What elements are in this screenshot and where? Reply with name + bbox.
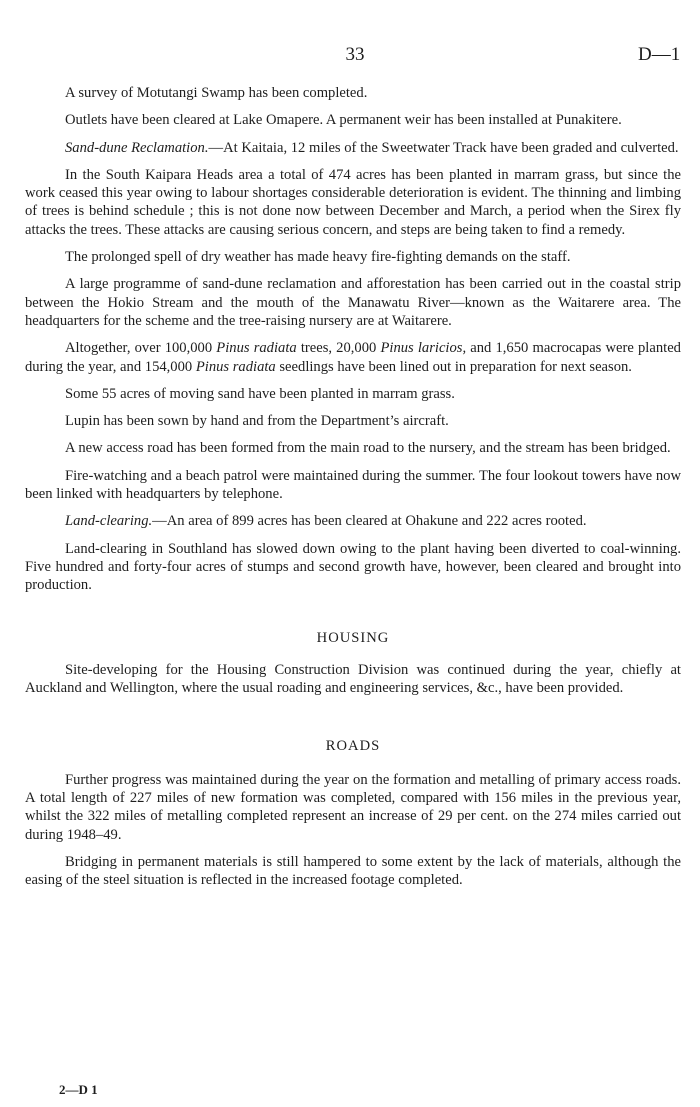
- paragraph: Outlets have been cleared at Lake Omapere. A permanent weir has been installed at Punakitere.: [65, 112, 622, 129]
- paragraph-text: —At Kaitaia, 12 miles of the Sweetwater Track have been graded and culverted.: [208, 139, 679, 156]
- text-run: Altogether, over 100,000: [65, 340, 217, 357]
- species-name: Pinus radiata: [216, 340, 297, 357]
- paragraph: The prolonged spell of dry weather has made heavy fire-fighting demands on the staff.: [65, 249, 571, 266]
- paragraph: Fire-watching and a beach patrol were maintained during the summer. The four lookout towers have now been linked with headquarters by telephone.: [25, 467, 681, 503]
- species-name: Pinus radiata: [195, 358, 276, 375]
- paragraph: Site-developing for the Housing Construction Division was continued during the year, chiefly at Auckland and Wellington, where the usual roading and engineering services, &c., have been provided.: [25, 661, 681, 697]
- signature-mark: 2—D 1: [59, 1082, 98, 1097]
- text-run: and 1,650 macrocapas were planted during the year, and 154,000: [25, 340, 681, 375]
- document-reference: D—1: [638, 44, 681, 65]
- paragraph: Further progress was maintained during the year on the formation and metalling of primary access roads. A total length of 227 miles of new formation was completed, compared with 156 miles in the previous year, whilst the 322 miles of metalling completed represent an increase of 29 per cent. on the 274 miles carried out during 1948–49.: [25, 771, 681, 843]
- section-heading-housing: HOUSING: [316, 629, 390, 646]
- paragraph-text: —An area of 899 acres has been cleared at Ohakune and 222 acres rooted.: [152, 513, 587, 530]
- paragraph: Land-clearing in Southland has slowed down owing to the plant having been diverted to coal-winning. Five hundred and forty-four acres of stumps and second growth have, however, been cleared and brought into production.: [25, 540, 681, 594]
- paragraph: Lupin has been sown by hand and from the Department’s aircraft.: [65, 413, 449, 430]
- species-name: Pinus laricios,: [380, 340, 467, 357]
- inline-heading: Land-clearing.: [65, 513, 153, 530]
- page-body: [25, 84, 681, 899]
- paragraph: Bridging in permanent materials is still hampered to some extent by the lack of materials, although the easing of the steel situation is reflected in the increased footage completed.: [25, 853, 681, 889]
- page-number: 33: [345, 44, 365, 65]
- paragraph-sand-dune: [25, 139, 681, 157]
- paragraph-pinus: [25, 339, 681, 376]
- paragraph: A survey of Motutangi Swamp has been completed.: [65, 85, 368, 101]
- section-heading-roads: ROADS: [325, 738, 381, 755]
- paragraph: In the South Kaipara Heads area a total of 474 acres has been planted in marram grass, but since the work ceased this year owing to labour shortages considerable deterioration is evident. The thinning and limbing of trees is behind schedule ; this is not done now between December and March, a period when the Sirex fly attacks the trees. These attacks are causing serious concern, and steps are being taken to find a remedy.: [25, 166, 681, 238]
- inline-heading: Sand-dune Reclamation.: [65, 139, 209, 156]
- text-run: seedlings have been lined out in preparation for next season.: [275, 358, 632, 375]
- paragraph-land-clearing: [25, 512, 681, 530]
- text-run: trees, 20,000: [296, 340, 381, 357]
- paragraph: Some 55 acres of moving sand have been planted in marram grass.: [65, 385, 455, 402]
- paragraph: A large programme of sand-dune reclamation and afforestation has been carried out in the coastal strip between the Hokio Stream and the mouth of the Manawatu River—known as the Waitarere area. The headquarters for the scheme and the tree-raising nursery are at Waitarere.: [25, 276, 681, 329]
- paragraph: A new access road has been formed from the main road to the nursery, and the stream has been bridged.: [65, 440, 671, 457]
